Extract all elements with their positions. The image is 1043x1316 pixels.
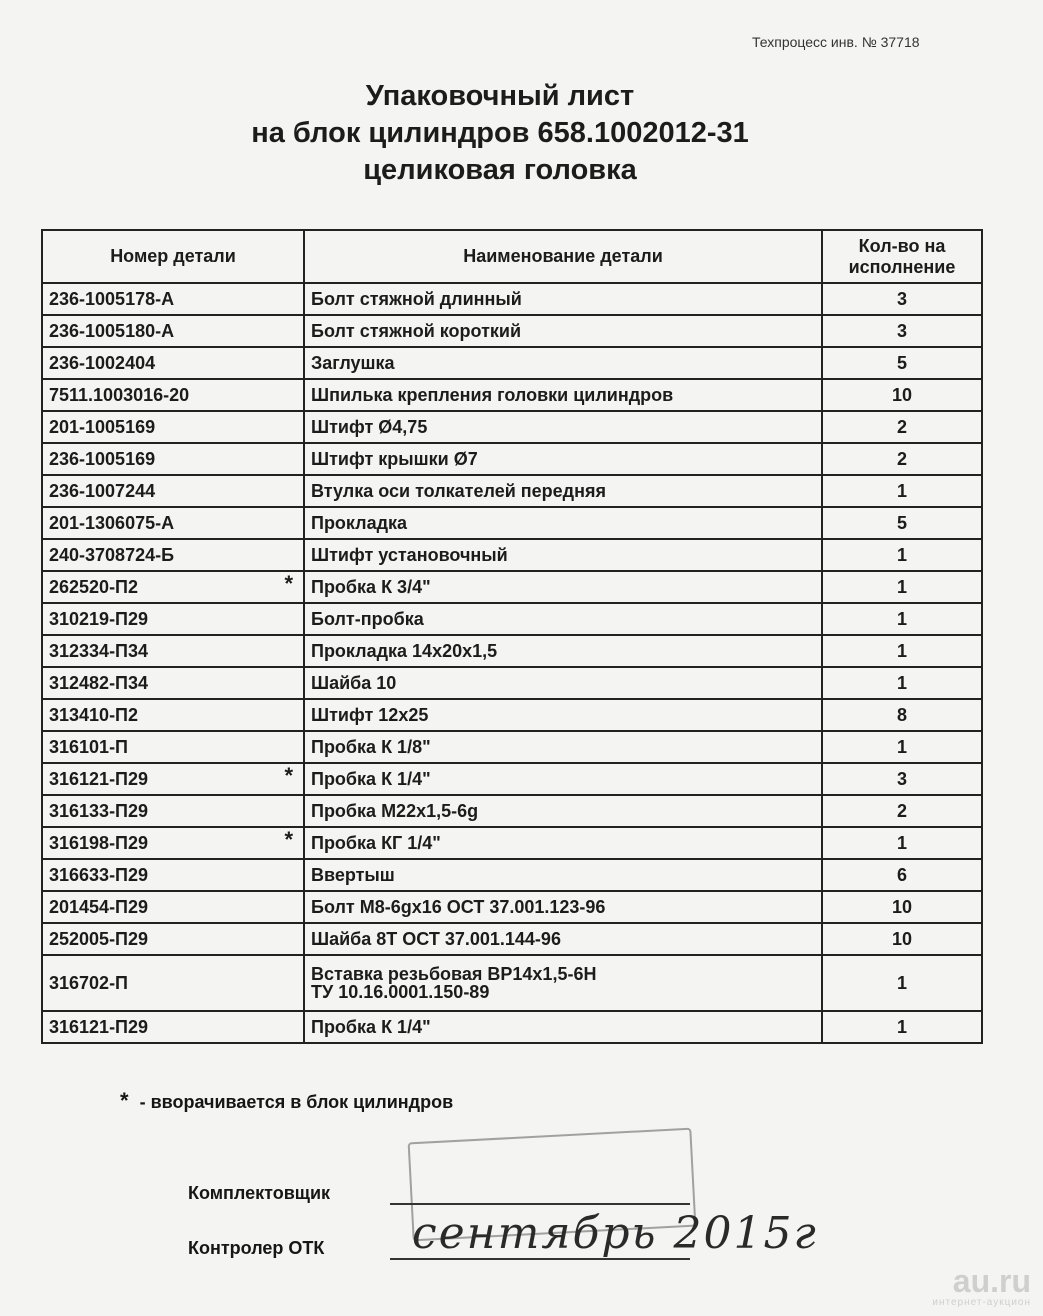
quantity-cell: 6 bbox=[822, 859, 982, 891]
watermark-sub: интернет-аукцион bbox=[932, 1297, 1031, 1308]
part-number: 236-1007244 bbox=[49, 481, 156, 501]
quantity-cell: 1 bbox=[822, 539, 982, 571]
part-name: Болт стяжной длинный bbox=[311, 289, 522, 309]
part-number-cell bbox=[42, 955, 304, 1011]
assembler-label: Комплектовщик bbox=[188, 1183, 331, 1203]
part-name: Пробка К 1/4" bbox=[311, 769, 431, 789]
quantity-cell: 1 bbox=[822, 731, 982, 763]
quantity-cell: 10 bbox=[822, 923, 982, 955]
part-name: Прокладка bbox=[311, 513, 408, 533]
footnote bbox=[120, 1088, 453, 1114]
part-name-cell bbox=[304, 795, 822, 827]
part-name-cell bbox=[304, 475, 822, 507]
quantity-cell: 1 bbox=[822, 635, 982, 667]
part-name-cell bbox=[304, 955, 822, 1011]
header-quantity-line-1: Кол-во на bbox=[858, 235, 946, 256]
part-number-cell bbox=[42, 891, 304, 923]
table-row bbox=[42, 763, 982, 795]
table-row bbox=[42, 1011, 982, 1043]
table-row bbox=[42, 475, 982, 507]
part-number: 316133-П29 bbox=[49, 801, 149, 821]
part-name-cell bbox=[304, 315, 822, 347]
header-part-name: Наименование детали bbox=[304, 230, 822, 283]
part-number-cell bbox=[42, 475, 304, 507]
quantity-cell: 1 bbox=[822, 603, 982, 635]
quantity-cell: 2 bbox=[822, 443, 982, 475]
part-number: 316121-П29 bbox=[49, 1017, 149, 1037]
techprocess-reference: Техпроцесс инв. № 37718 bbox=[752, 34, 920, 50]
part-number-cell bbox=[42, 315, 304, 347]
part-number: 236-1002404 bbox=[49, 353, 156, 373]
part-name: Шпилька крепления головки цилиндров bbox=[311, 385, 674, 405]
part-number: 262520-П2 bbox=[49, 577, 139, 597]
part-name-cell bbox=[304, 379, 822, 411]
controller-label: Контролер ОТК bbox=[188, 1238, 325, 1258]
table-row bbox=[42, 539, 982, 571]
part-name-cell bbox=[304, 923, 822, 955]
table-row bbox=[42, 443, 982, 475]
part-number: 316198-П29 bbox=[49, 833, 149, 853]
part-name-cell bbox=[304, 347, 822, 379]
part-number: 316633-П29 bbox=[49, 865, 149, 885]
watermark-main: au.ru bbox=[952, 1263, 1031, 1299]
part-number-cell bbox=[42, 699, 304, 731]
quantity-cell: 10 bbox=[822, 891, 982, 923]
part-number: 312482-П34 bbox=[49, 673, 149, 693]
table-row bbox=[42, 315, 982, 347]
handwritten-date: сентябрь 2015г bbox=[412, 1208, 818, 1259]
quantity-cell: 3 bbox=[822, 315, 982, 347]
part-number-cell bbox=[42, 731, 304, 763]
part-name: Шайба 8Т ОСТ 37.001.144-96 bbox=[311, 929, 561, 949]
table-row bbox=[42, 731, 982, 763]
part-number: 316101-П bbox=[49, 737, 128, 757]
table-row bbox=[42, 667, 982, 699]
part-name: Штифт крышки Ø7 bbox=[311, 449, 478, 469]
table-row bbox=[42, 891, 982, 923]
table-row bbox=[42, 859, 982, 891]
part-name: Пробка К 1/8" bbox=[311, 737, 431, 757]
quantity-cell: 1 bbox=[822, 571, 982, 603]
part-name-cell bbox=[304, 507, 822, 539]
quantity-cell: 1 bbox=[822, 667, 982, 699]
part-name-cell bbox=[304, 571, 822, 603]
quantity-cell: 3 bbox=[822, 283, 982, 315]
part-name-cell bbox=[304, 283, 822, 315]
part-number: 240-3708724-Б bbox=[49, 545, 175, 565]
part-name-cell bbox=[304, 827, 822, 859]
header-part-number: Номер детали bbox=[42, 230, 304, 283]
part-number-cell bbox=[42, 795, 304, 827]
table-row bbox=[42, 507, 982, 539]
part-name: Пробка КГ 1/4" bbox=[311, 833, 441, 853]
table-row bbox=[42, 923, 982, 955]
part-number-cell bbox=[42, 347, 304, 379]
screw-in-marker: * bbox=[284, 571, 293, 596]
part-number-cell bbox=[42, 1011, 304, 1043]
title-line-3: целиковая головка bbox=[363, 154, 637, 186]
quantity-cell: 8 bbox=[822, 699, 982, 731]
part-number-cell bbox=[42, 635, 304, 667]
screw-in-marker: * bbox=[284, 763, 293, 788]
table-row bbox=[42, 347, 982, 379]
title-line-2: на блок цилиндров 658.1002012-31 bbox=[251, 117, 749, 149]
part-number-cell bbox=[42, 379, 304, 411]
part-number: 312334-П34 bbox=[49, 641, 149, 661]
part-name-cell bbox=[304, 667, 822, 699]
quantity-cell: 1 bbox=[822, 475, 982, 507]
title-line-1: Упаковочный лист bbox=[365, 80, 635, 112]
part-name: Шайба 10 bbox=[311, 673, 397, 693]
header-quantity bbox=[822, 230, 982, 283]
part-number-cell bbox=[42, 411, 304, 443]
table-row bbox=[42, 795, 982, 827]
part-name: Болт-пробка bbox=[311, 609, 424, 629]
part-number-cell bbox=[42, 571, 304, 603]
part-number: 201454-П29 bbox=[49, 897, 149, 917]
part-number-cell bbox=[42, 923, 304, 955]
part-name-cell bbox=[304, 763, 822, 795]
part-name: Втулка оси толкателей передняя bbox=[311, 481, 606, 501]
part-name: Болт стяжной короткий bbox=[311, 321, 522, 341]
document-title bbox=[150, 78, 850, 189]
part-number: 7511.1003016-20 bbox=[49, 385, 190, 405]
part-name: Вставка резьбовая ВР14х1,5-6Н bbox=[311, 964, 597, 984]
part-number-cell bbox=[42, 507, 304, 539]
part-name-cell bbox=[304, 539, 822, 571]
part-number: 316121-П29 bbox=[49, 769, 149, 789]
screw-in-marker: * bbox=[284, 827, 293, 852]
part-name-cell bbox=[304, 635, 822, 667]
part-number: 316702-П bbox=[49, 973, 128, 993]
part-number-cell bbox=[42, 539, 304, 571]
table-row bbox=[42, 571, 982, 603]
footnote-text: - вворачивается в блок цилиндров bbox=[139, 1092, 454, 1112]
part-number-cell bbox=[42, 763, 304, 795]
quantity-cell: 1 bbox=[822, 1011, 982, 1043]
part-name-cell bbox=[304, 1011, 822, 1043]
assembler-signature-line bbox=[390, 1203, 690, 1205]
part-name-cell bbox=[304, 699, 822, 731]
table-row bbox=[42, 635, 982, 667]
part-name: Штифт 12х25 bbox=[311, 705, 429, 725]
part-name-cell bbox=[304, 859, 822, 891]
table-header-row bbox=[42, 230, 982, 283]
part-name-cell bbox=[304, 443, 822, 475]
part-name: Прокладка 14х20х1,5 bbox=[311, 641, 498, 661]
watermark-logo bbox=[932, 1265, 1031, 1308]
part-name: Пробка М22х1,5-6g bbox=[311, 801, 479, 821]
quantity-cell: 2 bbox=[822, 411, 982, 443]
part-name-cell bbox=[304, 731, 822, 763]
quantity-cell: 10 bbox=[822, 379, 982, 411]
part-number: 201-1306075-А bbox=[49, 513, 175, 533]
part-number: 310219-П29 bbox=[49, 609, 149, 629]
part-name: Болт М8-6gх16 ОСТ 37.001.123-96 bbox=[311, 897, 606, 917]
header-quantity-line-2: исполнение bbox=[848, 256, 956, 277]
part-number: 252005-П29 bbox=[49, 929, 149, 949]
table-row bbox=[42, 379, 982, 411]
table-row bbox=[42, 283, 982, 315]
part-number: 236-1005169 bbox=[49, 449, 156, 469]
quantity-cell: 1 bbox=[822, 955, 982, 1011]
part-number: 236-1005180-А bbox=[49, 321, 175, 341]
footnote-star: * bbox=[120, 1088, 129, 1113]
part-number: 313410-П2 bbox=[49, 705, 139, 725]
quantity-cell: 3 bbox=[822, 763, 982, 795]
part-name-cell bbox=[304, 411, 822, 443]
part-name: Заглушка bbox=[311, 353, 395, 373]
part-number-cell bbox=[42, 859, 304, 891]
parts-table-body bbox=[42, 283, 982, 1043]
part-name: Пробка К 3/4" bbox=[311, 577, 431, 597]
part-name: Штифт Ø4,75 bbox=[311, 417, 428, 437]
part-number-cell bbox=[42, 283, 304, 315]
part-number: 236-1005178-А bbox=[49, 289, 175, 309]
part-number-cell bbox=[42, 667, 304, 699]
part-name: Штифт установочный bbox=[311, 545, 508, 565]
quantity-cell: 1 bbox=[822, 827, 982, 859]
table-row bbox=[42, 699, 982, 731]
table-row bbox=[42, 411, 982, 443]
part-number-cell bbox=[42, 603, 304, 635]
table-row bbox=[42, 955, 982, 1011]
part-name-cell bbox=[304, 603, 822, 635]
part-name-cell bbox=[304, 891, 822, 923]
parts-table bbox=[41, 229, 983, 1044]
table-row bbox=[42, 603, 982, 635]
quantity-cell: 5 bbox=[822, 347, 982, 379]
quantity-cell: 5 bbox=[822, 507, 982, 539]
part-number-cell bbox=[42, 443, 304, 475]
part-name: Пробка К 1/4" bbox=[311, 1017, 431, 1037]
part-name-line-2: ТУ 10.16.0001.150-89 bbox=[311, 982, 490, 1002]
part-number: 201-1005169 bbox=[49, 417, 156, 437]
part-number-cell bbox=[42, 827, 304, 859]
table-row bbox=[42, 827, 982, 859]
part-name: Ввертыш bbox=[311, 865, 395, 885]
quantity-cell: 2 bbox=[822, 795, 982, 827]
